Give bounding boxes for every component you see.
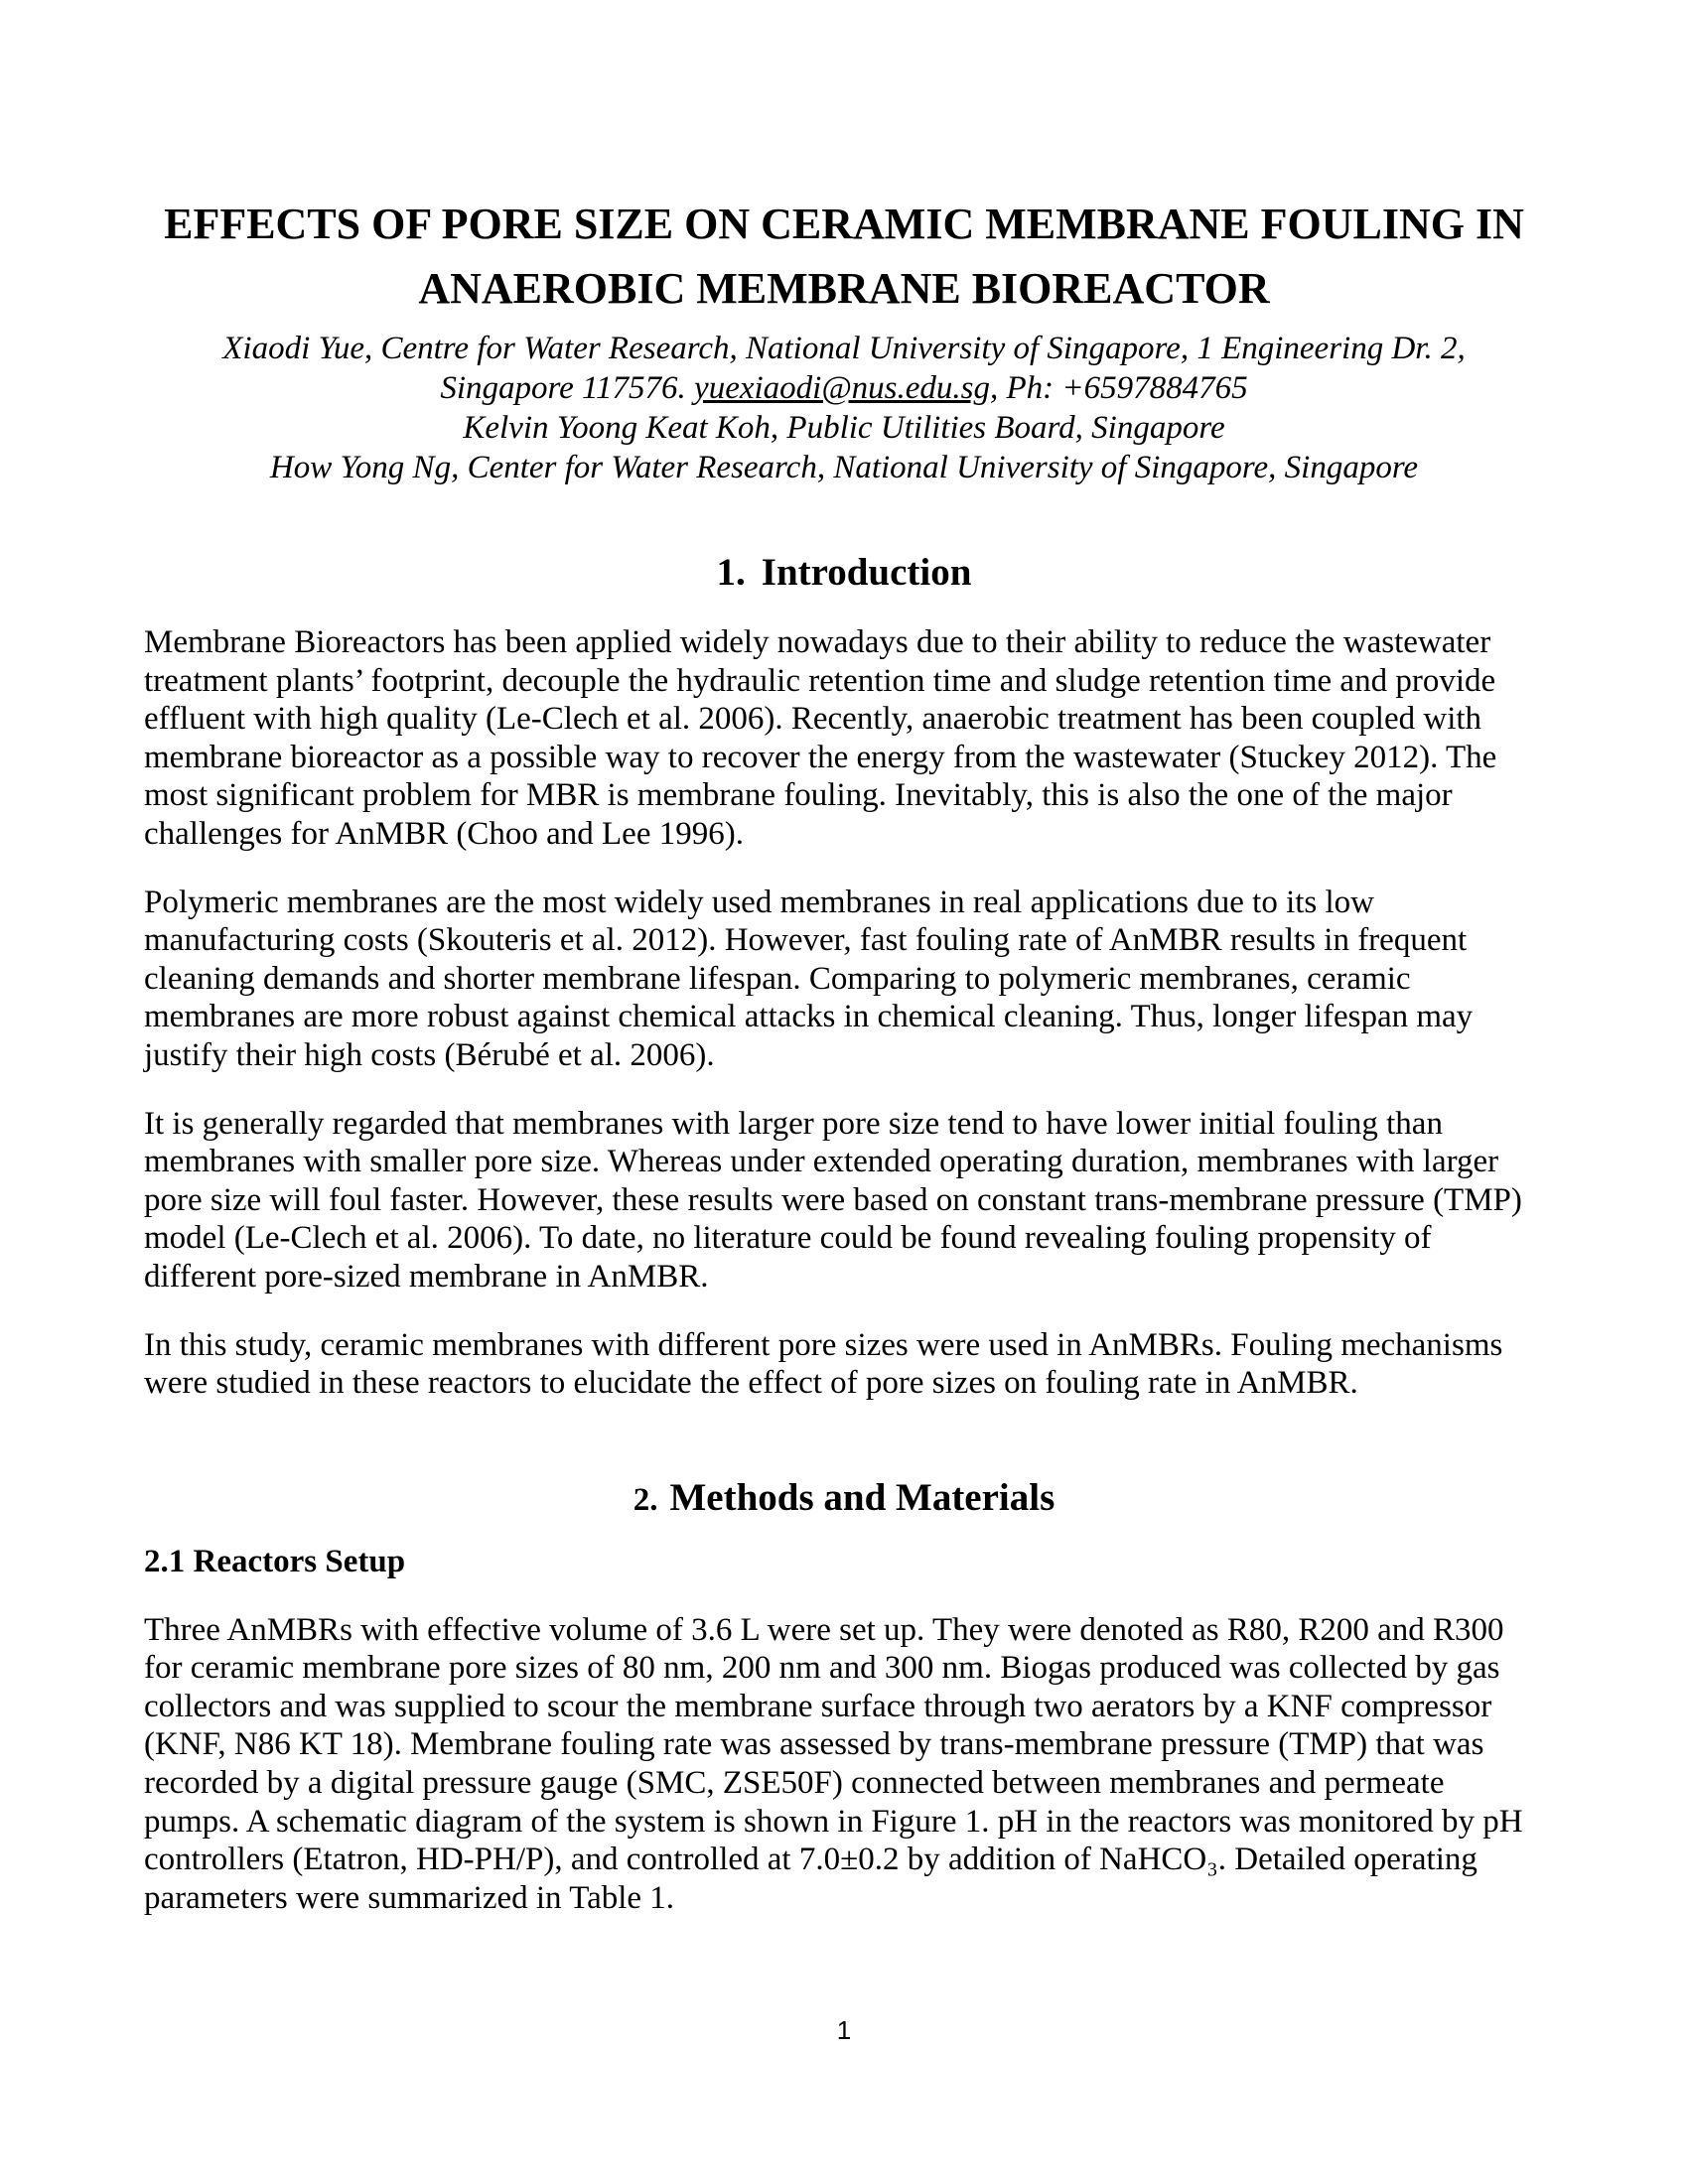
paragraph-intro-3: It is generally regarded that membranes with larger pore size tend to have lower initial fouling than membranes with smaller pore size. Whereas under extended operating duration, membranes with larger pore size will foul faster. However, these results were based on constant trans-membrane pressure (TMP) model (Le-Clech et al. 2006). To date, no literature could be found revealing fouling propensity of different pore-sized membrane in AnMBR.	[144, 1105, 1522, 1295]
author-line-author-2: Kelvin Yoong Keat Koh, Public Utilities Board, Singapore	[463, 410, 1225, 446]
paragraph-methods-1: Three AnMBRs with effective volume of 3.6 L were set up. They were denoted as R80, R200 and R300 for ceramic membrane pore sizes of 80 nm, 200 nm and 300 nm. Biogas produced was collected by gas collectors and was supplied to scour the membrane surface through two aerators by a KNF compressor (KNF, N86 KT 18). Membrane fouling rate was assessed by trans-membrane pressure (TMP) that was recorded by a digital pressure gauge (SMC, ZSE50F) connected between membranes and permeate pumps. A schematic diagram of the system is shown in Figure 1. pH in the reactors was monitored by pH controllers (Etatron, HD-PH/P), and controlled at 7.0±0.2 by addition of NaHCO₃. Detailed operating parameters were summarized in Table 1.	[144, 1611, 1523, 1916]
paper-title	[144, 0, 1544, 321]
paper-title-line2: ANAEROBIC MEMBRANE BIOREACTOR	[418, 264, 1270, 313]
section-number: 1.	[716, 551, 746, 594]
author-line-author-3: How Yong Ng, Center for Water Research, National University of Singapore, Singapore	[269, 450, 1419, 485]
subsection-heading-reactors-setup: 2.1 Reactors Setup	[144, 1543, 406, 1579]
section-heading-text: Methods and Materials	[669, 1475, 1055, 1519]
author-line-contact	[144, 368, 1544, 408]
page-number: 1	[836, 2015, 852, 2045]
section-number: 2.	[633, 1481, 658, 1518]
section-heading-methods	[144, 1472, 1544, 1526]
section-heading-text: Introduction	[761, 551, 972, 594]
author-phone-text: Ph: +6597884765	[998, 370, 1248, 406]
author-address-text: Singapore 117576.	[440, 370, 695, 406]
author-email-link[interactable]: yuexiaodi@nus.edu.sg,	[694, 370, 999, 406]
paper-title-line1: EFFECTS OF PORE SIZE ON CERAMIC MEMBRANE FOULING IN	[164, 200, 1524, 248]
paragraph-intro-1: Membrane Bioreactors has been applied widely nowadays due to their ability to reduce the wastewater treatment plants’ footprint, decouple the hydraulic retention time and sludge retention time and provide effluent with high quality (Le-Clech et al. 2006). Recently, anaerobic treatment has been coupled with membrane bioreactor as a possible way to recover the energy from the wastewater (Stuckey 2012). The most significant problem for MBR is membrane fouling. Inevitably, this is also the one of the major challenges for AnMBR (Choo and Lee 1996).	[144, 624, 1497, 852]
author-block	[144, 329, 1544, 487]
author-line-affiliation-1: Xiaodi Yue, Centre for Water Research, National University of Singapore, 1 Engineering Dr. 2,	[222, 331, 1466, 366]
section-heading-introduction	[144, 547, 1544, 598]
paragraph-intro-2: Polymeric membranes are the most widely used membranes in real applications due to its low manufacturing costs (Skouteris et al. 2012). However, fast fouling rate of AnMBR results in frequent cleaning demands and shorter membrane lifespan. Comparing to polymeric membranes, ceramic membranes are more robust against chemical attacks in chemical cleaning. Thus, longer lifespan may justify their high costs (Bérubé et al. 2006).	[144, 884, 1474, 1073]
paragraph-intro-4: In this study, ceramic membranes with different pore sizes were used in AnMBRs. Fouling mechanisms were studied in these reactors to elucidate the effect of pore sizes on fouling rate in AnMBR.	[144, 1326, 1503, 1402]
